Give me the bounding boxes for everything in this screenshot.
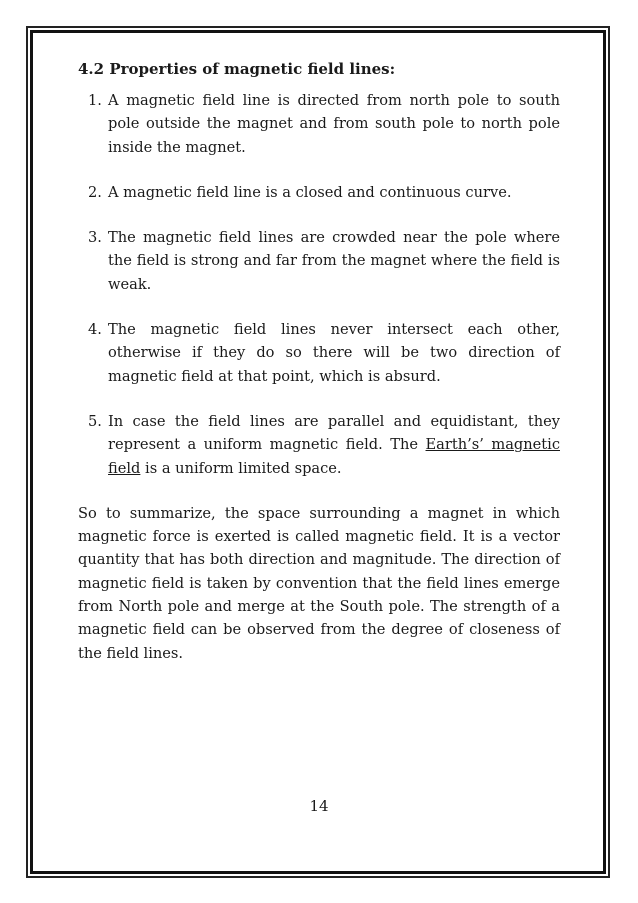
list-item-text-before: In case the field lines are parallel and equidistant, they represent a uniform magnetic field. The (108, 412, 560, 454)
list-item-text-after: is a uniform limited space. (140, 459, 342, 477)
list-item-number: 2. (88, 183, 102, 201)
earths-magnetic-field-link[interactable]: Earth’s’ magnetic field (108, 436, 560, 477)
list-item-text: The magnetic field lines never intersect each other, otherwise if they do so there will be two direction of magnetic field at that point, which is absurd. (108, 321, 560, 385)
list-item (78, 318, 560, 388)
page-number: 14 (309, 797, 329, 815)
list-item (78, 89, 560, 159)
list-item-text: A magnetic field line is directed from north pole to south pole outside the magnet and from south pole to north pole inside the magnet. (108, 92, 560, 156)
list-item-number: 5. (88, 412, 102, 430)
list-item-number: 1. (88, 92, 102, 109)
list-item-text: The magnetic field lines are crowded near the pole where the field is strong and far from the magnet where the field is weak. (108, 229, 560, 293)
list-item-number: 4. (88, 321, 102, 339)
list-item-text: A magnetic field line is a closed and continuous curve. (108, 183, 512, 201)
list-item-number: 3. (88, 229, 102, 247)
list-item (78, 410, 560, 480)
list-item (78, 226, 560, 296)
page-content (78, 58, 560, 665)
section-heading: 4.2 Properties of magnetic field lines: (78, 60, 396, 78)
list-item (78, 181, 560, 204)
properties-list (78, 89, 560, 480)
summary-paragraph: So to summarize, the space surrounding a magnet in which magnetic force is exerted is called magnetic field. It is a vector quantity that has both direction and magnitude. The direction of magnetic field is taken by convention that the field lines emerge from North pole and merge at the South pole. The strength of a magnetic field can be observed from the degree of closeness of the field lines. (78, 504, 560, 662)
